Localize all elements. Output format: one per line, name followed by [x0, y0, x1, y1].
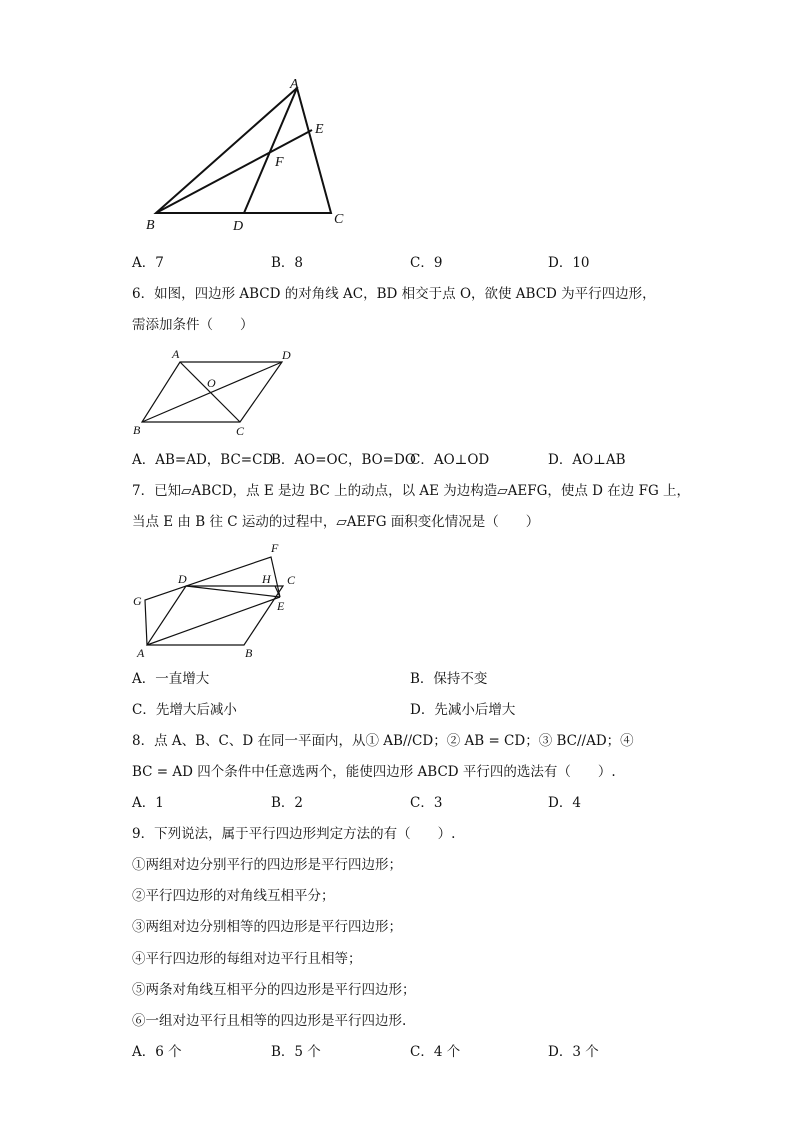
q7-label-a: A: [137, 646, 145, 660]
q7-label-g: G: [133, 594, 142, 608]
q5-label-b: B: [146, 218, 155, 233]
q9-stem: 9．下列说法，属于平行四边形判定方法的有（ ）.: [132, 826, 456, 842]
q9-item-5: ⑤两条对角线互相平分的四边形是平行四边形；: [132, 982, 416, 998]
q9-item-4: ④平行四边形的每组对边平行且相等；: [132, 951, 362, 967]
q6-stem-line1: 6．如图，四边形 ABCD 的对角线 AC，BD 相交于点 O，欲使 ABCD 为平行四边形，: [132, 286, 656, 302]
q7-option-d: D．先减小后增大: [410, 702, 516, 718]
q6-option-d: D．AO⊥AB: [548, 452, 626, 468]
q6-stem-line2: 需添加条件（ ）: [132, 317, 254, 333]
q9-item-3: ③两组对边分别相等的四边形是平行四边形；: [132, 919, 402, 935]
q5-label-e: E: [315, 122, 324, 137]
q7-option-c: C．先增大后减小: [132, 702, 237, 718]
q8-option-d: D．4: [548, 795, 581, 811]
q7-stem-line1: 7．已知▱ABCD，点 E 是边 BC 上的动点，以 AE 为边构造▱AEFG，使点 D 在边 FG 上，: [132, 483, 691, 499]
q5-label-c: C: [334, 212, 344, 227]
q8-stem-line1: 8．点 A、B、C、D 在同一平面内，从① AB//CD；② AB = CD；③ BC//AD；④: [132, 733, 634, 749]
q9-option-b: B．5 个: [271, 1044, 321, 1060]
q5-option-d: D．10: [548, 255, 590, 271]
q8-option-a: A．1: [132, 795, 164, 811]
q8-stem-line2: BC = AD 四个条件中任意选两个，能使四边形 ABCD 平行四的选法有（ ）.: [132, 764, 616, 780]
q6-label-d: D: [282, 348, 291, 362]
q7-label-c: C: [287, 573, 296, 587]
q6-label-c: C: [236, 424, 245, 438]
q6-option-b: B．AO=OC，BO=DO: [271, 452, 416, 468]
q5-label-a: A: [290, 77, 299, 92]
q7-label-b: B: [245, 646, 253, 660]
q5-option-b: B．8: [271, 255, 304, 271]
q6-label-o: O: [207, 376, 216, 390]
q5-option-a: A．7: [132, 255, 164, 271]
q6-option-a: A．AB=AD，BC=CD: [132, 452, 274, 468]
q7-label-f: F: [271, 541, 279, 555]
q6-option-c: C．AO⊥OD: [410, 452, 490, 468]
q6-label-b: B: [133, 423, 141, 437]
q9-item-1: ①两组对边分别平行的四边形是平行四边形；: [132, 857, 402, 873]
q8-option-c: C．3: [410, 795, 443, 811]
q5-label-d: D: [233, 219, 244, 234]
q7-option-a: A．一直增大: [132, 671, 210, 687]
q6-label-a: A: [172, 347, 180, 361]
q9-option-a: A．6 个: [132, 1044, 182, 1060]
q9-option-c: C．4 个: [410, 1044, 461, 1060]
q9-option-d: D．3 个: [548, 1044, 599, 1060]
q7-label-e: E: [277, 599, 285, 613]
q5-label-f: F: [275, 155, 284, 170]
q7-stem-line2: 当点 E 由 B 往 C 运动的过程中，▱AEFG 面积变化情况是（ ）: [132, 514, 540, 530]
q5-option-c: C．9: [410, 255, 443, 271]
q7-label-h: H: [262, 572, 271, 586]
q9-item-2: ②平行四边形的对角线互相平分；: [132, 888, 335, 904]
q7-option-b: B．保持不变: [410, 671, 488, 687]
q8-option-b: B．2: [271, 795, 304, 811]
q9-item-6: ⑥一组对边平行且相等的四边形是平行四边形.: [132, 1013, 407, 1029]
q7-label-d: D: [178, 572, 187, 586]
